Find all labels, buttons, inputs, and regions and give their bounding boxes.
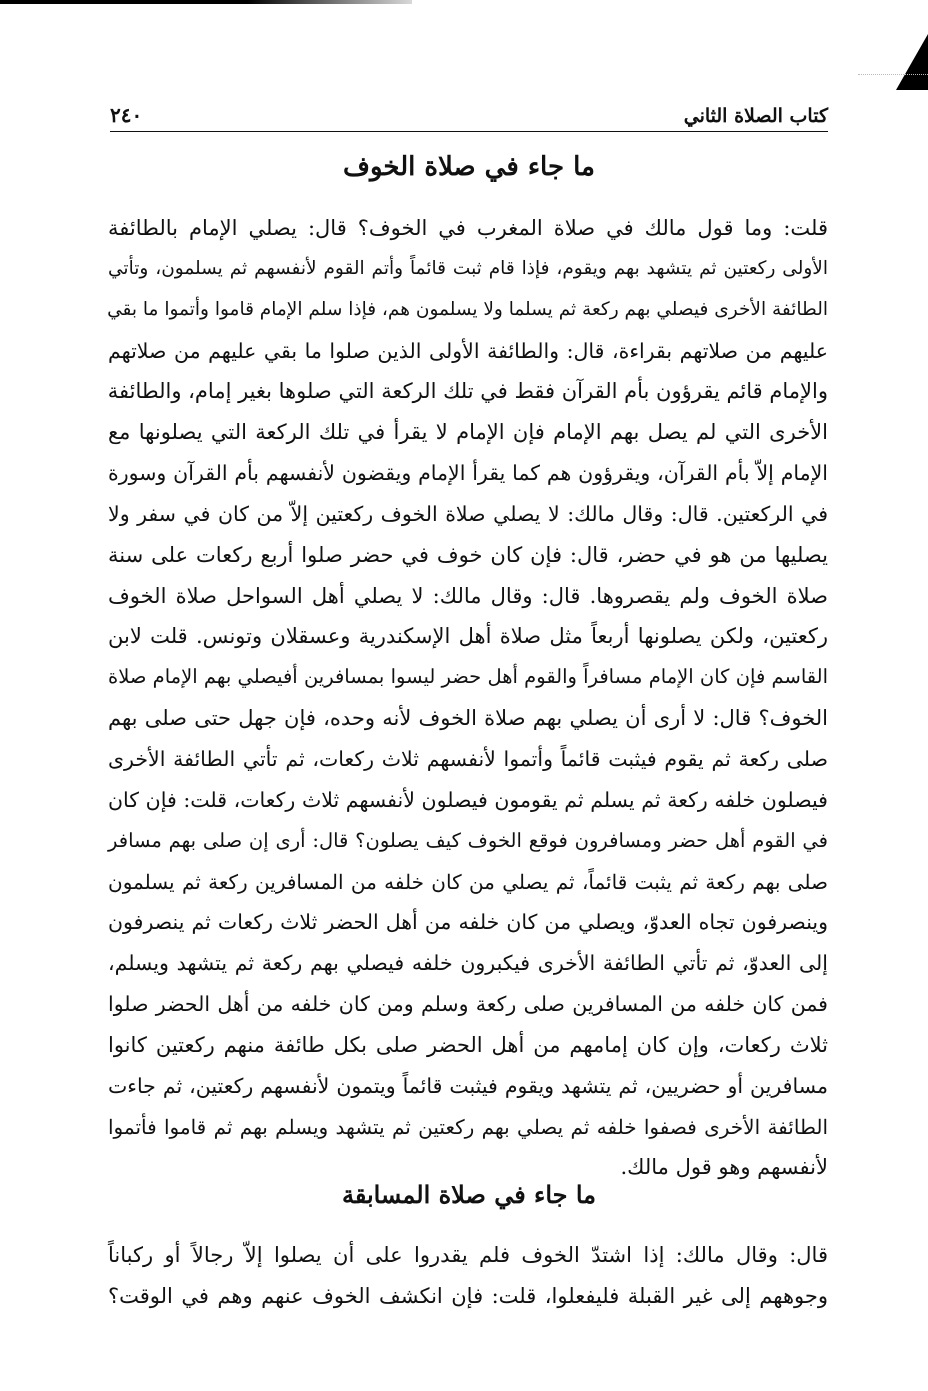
page-corner-fold [896,34,928,90]
text-line: لأنفسهم وهو قول مالك. [620,1155,828,1180]
text-line: والإمام قائم يقرؤون بأم القرآن فقط في تلك الركعة التي صلوها بغير إمام، والطائفة [107,379,828,404]
text-line: صلاة الخوف ولم يقصروها. قال: وقال مالك: لا يصلي أهل السواحل صلاة الخوف [108,583,828,608]
section-heading-fear-prayer: ما جاء في صلاة الخوف [343,152,595,182]
text-line: الطائفة الأخرى فصفوا خلفه ثم يصلي بهم ركعتين ثم يتشهد ويسلم بهم ثم قاموا فأتموا [108,1114,828,1139]
text-line: في القوم أهل حضر ومسافرون فوقع الخوف كيف يصلون؟ قال: أرى إن صلى بهم مسافر [108,828,828,852]
text-line: صلى ركعة ثم يقوم فيثبت قائماً وأتموا لأنفسهم ثلاث ركعات، ثم تأتي الطائفة الأخرى [108,746,828,771]
text-line: صلى بهم ركعة ثم يثبت قائماً، ثم يصلي من كان خلفه من المسافرين ركعة ثم يسلمون [108,869,828,894]
text-line: قلت: وما قول مالك في صلاة المغرب في الخوف؟ قال: يصلي الإمام بالطائفة [108,216,828,240]
text-line: قال: وقال مالك: إذا اشتدّ الخوف فلم يقدروا على أن يصلوا إلاّ رجالاً أو ركباناً [108,1243,828,1267]
text-line: مسافرين أو حضريين، ثم يتشهد ويقوم فيثبت قائماً ويتمون لأنفسهم ركعتين، ثم جاءت [108,1073,828,1098]
scan-margin-marks [858,74,928,77]
section-body-fear-prayer [108,208,828,1188]
text-line: ركعتين، ولكن يصلونها أربعاً مثل صلاة أهل الإسكندرية وعسقلان وتونس. قلت لابن [108,624,829,649]
text-line: إلى العدوّ، ثم تأتي الطائفة الأخرى فيكبرون خلفه فيصلي بهم ركعة ثم يتشهد ويسلم، [108,951,828,976]
section-heading-racing-prayer: ما جاء في صلاة المسابقة [341,1180,597,1209]
text-line: عليهم من صلاتهم بقراءة، قال: والطائفة الأولى الذين صلوا ما بقي عليهم من صلاتهم [108,338,828,363]
text-line: فيصلون خلفه ركعة ثم يسلم ثم يقومون فيصلون لأنفسهم ثلاث ركعات، قلت: فإن كان [108,787,828,812]
text-line: الأولى ركعتين ثم يتشهد بهم ويقوم، فإذا قام ثبت قائماً وأتم القوم لأنفسهم ثم يسلمون، وتأتي [108,257,828,279]
text-line: وجوههم إلى غير القبلة فليفعلوا، قلت: فإن انكشف الخوف عنهم وهم في الوقت؟ [108,1283,828,1308]
text-line: يصليها من هو في حضر، قال: فإن كان خوف في حضر صلوا أربع ركعات على سنة [108,542,828,567]
text-line: فمن كان خلفه من المسافرين صلى ركعة وسلم ومن كان خلفه من أهل الحضر صلوا [108,992,828,1017]
page-number: ٢٤٠ [110,103,143,127]
text-line: الأخرى التي لم يصل بهم الإمام فإن الإمام لا يقرأ في تلك الركعة التي يصلونها مع [108,420,828,445]
scan-edge-line [0,0,412,4]
text-line: في الركعتين. قال: وقال مالك: لا يصلي صلاة الخوف ركعتين إلاّ من كان في سفر ولا [108,501,828,526]
text-line: الإمام إلاّ بأم القرآن، ويقرؤون هم كما يقرأ الإمام ويقضون لأنفسهم بأم القرآن وسورة [108,461,828,486]
text-line: القاسم فإن كان الإمام مسافراً والقوم أهل حضر ليسوا بمسافرين أفيصلي بهم الإمام صلاة [108,665,828,689]
section-body-racing-prayer [108,1235,828,1317]
text-line: وينصرفون تجاه العدوّ، ويصلي من كان خلفه من أهل الحضر ثلاث ركعات ثم ينصرفون [108,910,828,935]
running-header [110,97,828,132]
text-line: الطائفة الأخرى فيصلي بهم ركعة ثم يسلما ولا يسلمون هم، فإذا سلم الإمام قاموا وأتموا ما بقي [107,298,828,320]
text-line: الخوف؟ قال: لا أرى أن يصلي بهم صلاة الخوف لأنه وحده، فإن جهل حتى صلى بهم [108,706,828,731]
running-title: كتاب الصلاة الثاني [683,105,828,127]
text-line: ثلاث ركعات، وإن كان إمامهم من أهل الحضر صلى بكل طائفة منهم ركعتين كانوا [108,1032,828,1057]
